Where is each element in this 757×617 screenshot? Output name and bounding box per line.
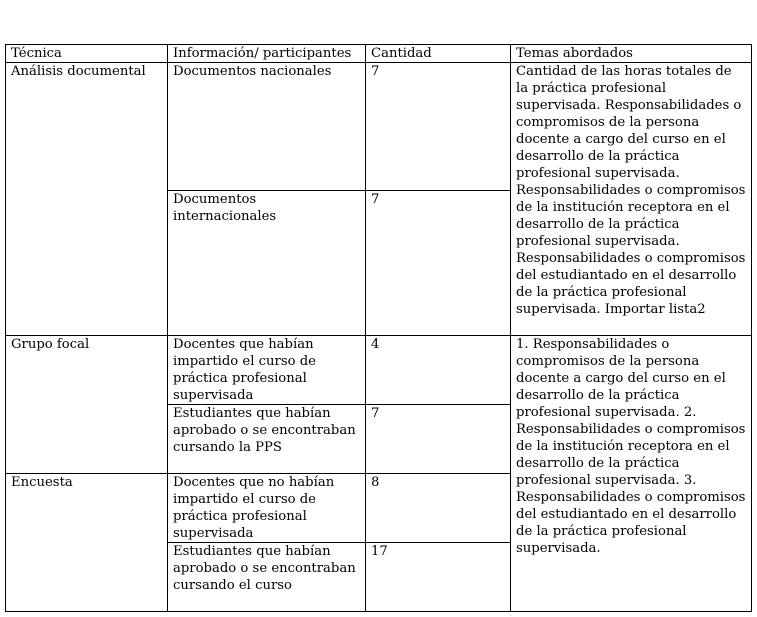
table-row — [6, 336, 752, 405]
header-temas: Temas abordados — [511, 45, 752, 63]
info-cell: Documentos internacionales — [168, 191, 366, 336]
info-cell: Docentes que habían impartido el curso de práctica profesional supervisada — [168, 336, 366, 405]
info-cell: Documentos nacionales — [168, 63, 366, 191]
info-cell: Docentes que no habían impartido el curso de práctica profesional supervisada — [168, 474, 366, 543]
tecnica-cell: Grupo focal — [6, 336, 168, 474]
cantidad-cell: 8 — [366, 474, 511, 543]
temas-cell: Cantidad de las horas totales de la práctica profesional supervisada. Responsabilidades o compromisos de la persona docente a cargo del curso en el desarrollo de la práctica profesional supervisada. Responsabilidades o compromisos de la institución receptora en el desarrollo de la práctica profesional supervisada. Responsabilidades o compromisos del estudiantado en el desarrollo de la práctica profesional supervisada. Importar lista2 — [511, 63, 752, 336]
cantidad-cell: 7 — [366, 63, 511, 191]
header-informacion: Información/ participantes — [168, 45, 366, 63]
info-cell: Estudiantes que habían aprobado o se encontraban cursando el curso — [168, 543, 366, 612]
cantidad-cell: 7 — [366, 191, 511, 336]
temas-cell: 1. Responsabilidades o compromisos de la persona docente a cargo del curso en el desarrollo de la práctica profesional supervisada. 2. Responsabilidades o compromisos de la institución receptora en el desarrollo de la práctica profesional supervisada. 3. Responsabilidades o compromisos del estudiantado en el desarrollo de la práctica profesional supervisada. — [511, 336, 752, 612]
techniques-table — [5, 44, 752, 612]
cantidad-cell: 7 — [366, 405, 511, 474]
info-cell: Estudiantes que habían aprobado o se encontraban cursando la PPS — [168, 405, 366, 474]
table-header-row — [6, 45, 752, 63]
cantidad-cell: 17 — [366, 543, 511, 612]
cantidad-cell: 4 — [366, 336, 511, 405]
tecnica-cell: Encuesta — [6, 474, 168, 612]
header-cantidad: Cantidad — [366, 45, 511, 63]
header-tecnica: Técnica — [6, 45, 168, 63]
tecnica-cell: Análisis documental — [6, 63, 168, 336]
table-row — [6, 63, 752, 191]
